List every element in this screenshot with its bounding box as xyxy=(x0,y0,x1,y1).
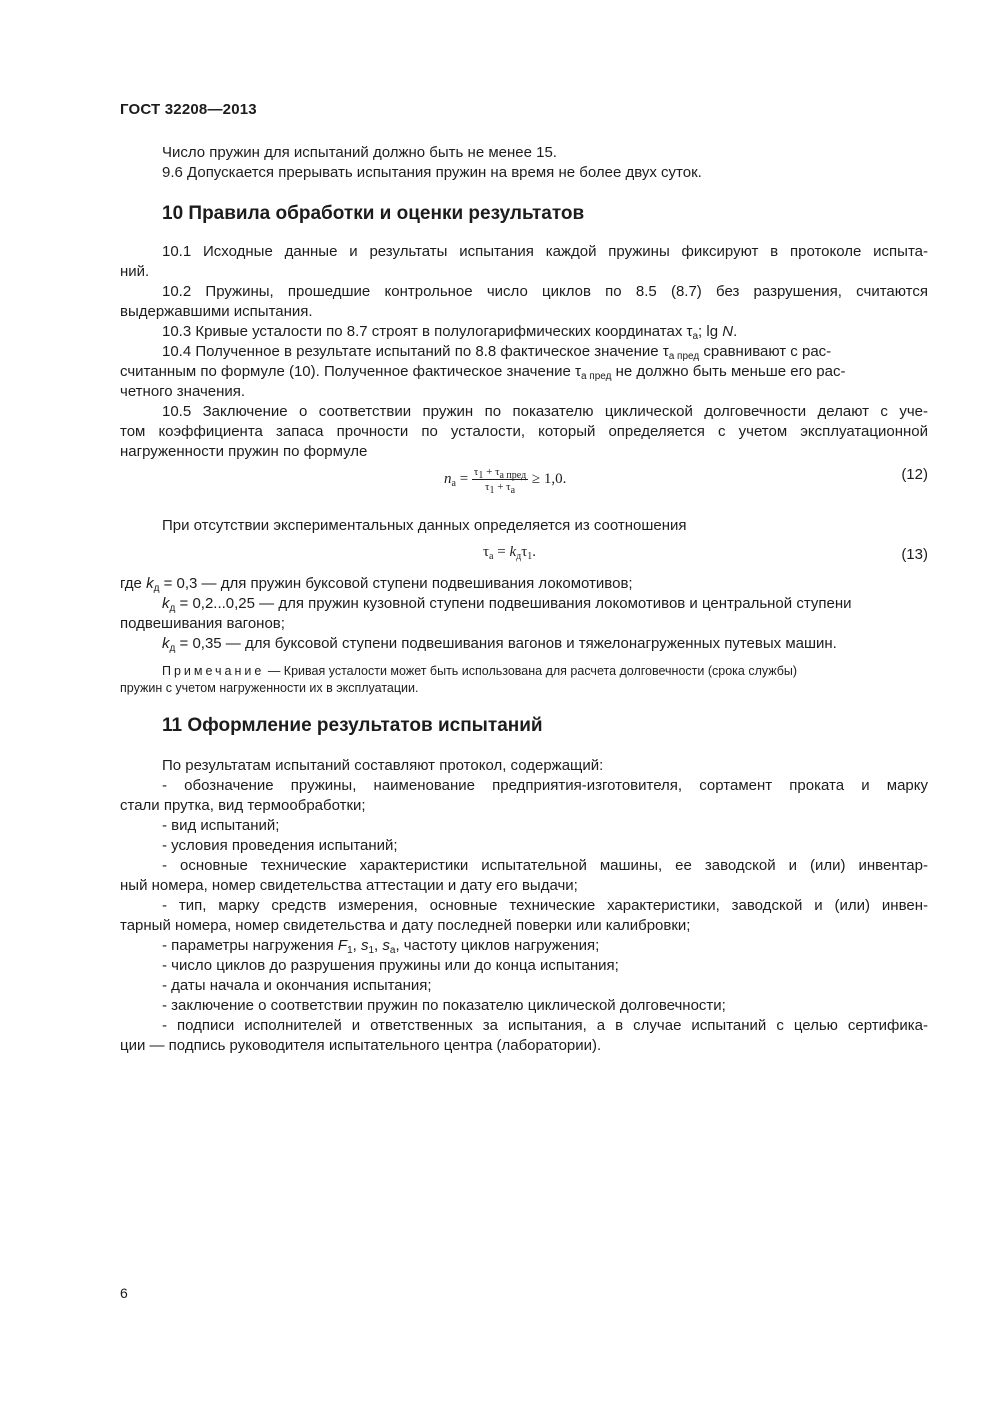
equation-number-12: (12) xyxy=(901,466,928,483)
paragraph-10-5-line-1: 10.5 Заключение о соответствии пружин по показателю циклической долговечности делают с уче- xyxy=(162,403,928,420)
paragraph-10-3-lg: ; lg xyxy=(698,323,719,340)
list-item-1-line-1: - обозначение пружины, наименование предприятия-изготовителя, сортамент проката и марку xyxy=(162,777,928,794)
paragraph-10-3-text: 10.3 Кривые усталости по 8.7 строят в полулогарифмических координатах xyxy=(162,323,683,340)
paragraph-9-6: 9.6 Допускается прерывать испытания пружин на время не более двух суток. xyxy=(162,164,702,181)
subscript-a-pred: а пред xyxy=(668,351,700,362)
k-definition-1: где $k_д = 0,3$ — для пружин буксовой ступени подвешивания локомотивов; xyxy=(120,575,633,594)
paragraph-10-5-line-2: том коэффициента запаса прочности по усталости, который определяется с учетом эксплуатационной xyxy=(120,423,928,440)
tau-symbol: τ xyxy=(575,363,581,380)
list-item-6: - параметры нагружения $F_1$, $s_1$, $s_а$, частоту циклов нагружения; xyxy=(162,937,600,956)
list-item-9: - заключение о соответствии пружин по показателю циклической долговечности; xyxy=(162,997,726,1014)
section-11-intro: По результатам испытаний составляют протокол, содержащий: xyxy=(162,757,604,774)
k-definition-2-line-2: подвешивания вагонов; xyxy=(120,615,285,632)
note-line-1: Примечание — Кривая усталости может быть использована для расчета долговечности (срока службы) xyxy=(162,664,798,678)
paragraph-10-2-line-2: выдержавшими испытания. xyxy=(120,303,313,320)
k-definition-3: $k_д = 0,35$ — для буксовой ступени подвешивания вагонов и тяжелонагруженных путевых машин. xyxy=(162,635,837,654)
fraction-numerator: $\tau_1 + \tau_{а пред}$ xyxy=(473,466,527,481)
list-item-4-line-2: ный номера, номер свидетельства аттестации и дату его выдачи; xyxy=(120,877,578,894)
list-item-1-line-2: стали прутка, вид термообработки; xyxy=(120,797,366,814)
list-item-4-line-1: - основные технические характеристики испытательной машины, ее заводской и (или) инвентар- xyxy=(162,857,928,874)
list-item-7: - число циклов до разрушения пружины или до конца испытания; xyxy=(162,957,619,974)
paragraph-10-5-line-3: нагруженности пружин по формуле xyxy=(120,443,368,460)
symbol-N: N xyxy=(722,323,734,340)
paragraph-10-4-line-3: четного значения. xyxy=(120,383,246,400)
formula-13: $\tau_а = k_д\tau_1$. xyxy=(483,544,536,562)
section-10-heading: 10 Правила обработки и оценки результатов xyxy=(162,203,585,224)
paragraph-10-3: 10.3 Кривые усталости по 8.7 строят в полулогарифмических координатах $\tau_а$; lg N. xyxy=(162,323,738,342)
list-item-3: - условия проведения испытаний; xyxy=(162,837,398,854)
paragraph-10-1-line-1: 10.1 Исходные данные и результаты испытания каждой пружины фиксируют в протоколе испыта- xyxy=(162,243,928,260)
k-definition-2: $k_д = 0,2...0,25$ — для пружин кузовной ступени подвешивания локомотивов и центральной ступени xyxy=(162,595,852,614)
absence-paragraph: При отсутствии экспериментальных данных определяется из соотношения xyxy=(162,517,687,534)
paragraph-10-4-text-c: считанным по формуле (10). Полученное фактическое значение xyxy=(120,363,571,380)
note-line-2: пружин с учетом нагруженности их в эксплуатации. xyxy=(120,681,419,695)
list-item-8: - даты начала и окончания испытания; xyxy=(162,977,432,994)
paragraph-10-2-line-1: 10.2 Пружины, прошедшие контрольное число циклов по 8.5 (8.7) без разрушения, считаются xyxy=(162,283,928,300)
paragraph-10-4-text-d: не должно быть меньше его рас- xyxy=(615,363,846,380)
page-number: 6 xyxy=(120,1285,128,1301)
list-item-5-line-2: тарный номера, номер свидетельства и дату последней поверки или калибровки; xyxy=(120,917,691,934)
list-item-10-line-2: ции — подпись руководителя испытательного центра (лаборатории). xyxy=(120,1037,602,1054)
equation-number-13: (13) xyxy=(901,546,928,563)
paragraph-10-4-text-b: сравнивают с рас- xyxy=(703,343,832,360)
paragraph-10-1-line-2: ний. xyxy=(120,263,150,280)
section-11-heading: 11 Оформление результатов испытаний xyxy=(162,715,543,736)
formula-12-rhs: ≥ 1,0. xyxy=(531,470,567,487)
subscript-a: а xyxy=(692,331,699,342)
paragraph-10-4-line-1 xyxy=(162,342,928,362)
symbol-n: n xyxy=(444,470,452,487)
paragraph-9-5-tail: Число пружин для испытаний должно быть не менее 15. xyxy=(162,144,557,161)
list-item-5-line-1: - тип, марку средств измерения, основные технические характеристики, заводской и (или) инвен- xyxy=(162,897,928,914)
paragraph-10-4-line-2 xyxy=(120,362,928,382)
formula-12 xyxy=(444,465,566,494)
tau-symbol: τ xyxy=(686,323,693,340)
formula-12-fraction xyxy=(472,465,528,494)
subscript-a-pred: а пред xyxy=(580,371,612,382)
standard-header: ГОСТ 32208—2013 xyxy=(120,101,257,118)
tau-symbol: τ xyxy=(662,343,669,360)
paragraph-10-4-text-a: 10.4 Полученное в результате испытаний по 8.8 фактическое значение xyxy=(162,343,659,360)
subscript-a: а xyxy=(451,477,456,489)
equals-sign: = xyxy=(459,470,469,487)
note-label: Примечание xyxy=(162,664,265,678)
fraction-denominator: $\tau_1 + \tau_а$ xyxy=(485,481,516,496)
list-item-2: - вид испытаний; xyxy=(162,817,280,834)
symbol-k: k xyxy=(146,575,154,592)
list-item-10-line-1: - подписи исполнителей и ответственных за испытания, а в случае испытаний с целью сертифика- xyxy=(162,1017,928,1034)
